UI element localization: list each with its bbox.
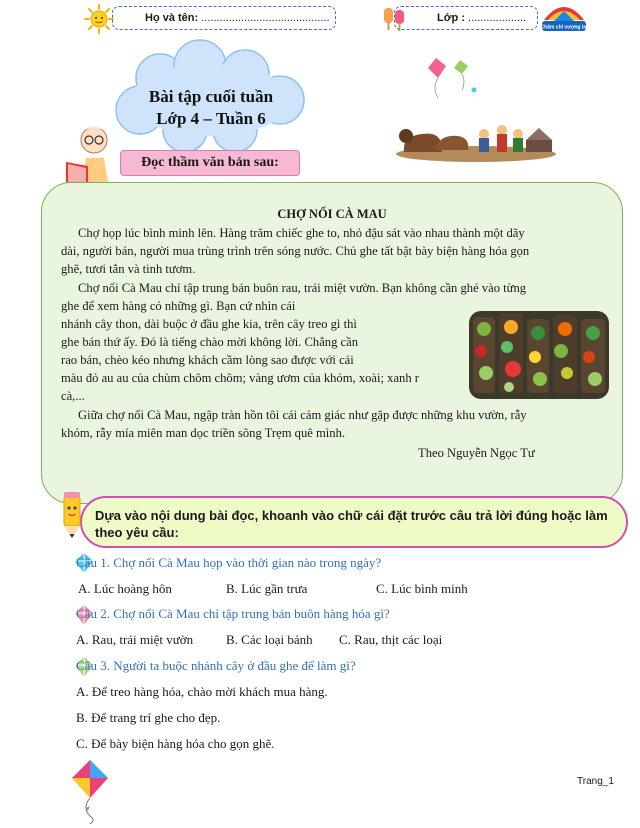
answer-3a[interactable]: A. Để treo hàng hóa, chào mời khách mua hàng. [76, 684, 328, 699]
passage-line: ghẽ, tươi tắn và tinh tươm. [61, 262, 196, 276]
question-2: Câu 2. Chợ nổi Cà Mau chỉ tập trung bán buôn hàng hóa gì? [76, 606, 390, 621]
question-1: Câu 1. Chợ nổi Cà Mau họp vào thời gian nào trong ngày? [76, 555, 382, 570]
answer-2a[interactable]: A. Rau, trái miệt vườn [76, 632, 194, 647]
answer-1a[interactable]: A. Lúc hoàng hôn [78, 581, 172, 596]
sun-icon [84, 4, 114, 34]
pencil-mascot-icon [56, 490, 88, 540]
passage-title: CHỢ NỔI CÀ MAU [277, 207, 387, 221]
answer-1b[interactable]: B. Lúc gần trưa [226, 581, 308, 596]
passage-line: khóm, rẫy mía miên man dọc triền sông Trẹm quê mình. [61, 426, 346, 440]
title-line-1: Bài tập cuối tuần [148, 87, 274, 106]
passage-line: rao bán, chèo kéo nhưng khách cầm lòng sao được với cái [61, 353, 354, 367]
name-label: Họ và tên: [145, 12, 199, 24]
answer-3b[interactable]: B. Để trang trí ghe cho đẹp. [76, 710, 221, 725]
student-name-field[interactable] [112, 6, 336, 30]
kites-illustration [416, 56, 486, 102]
passage-line: màu đỏ au au của chùm chôm chôm; vàng ươm của khóm, xoài; xanh r [61, 371, 419, 385]
class-label: Lớp : [437, 12, 465, 24]
kite-bottom-icon [68, 758, 112, 824]
question-3: Câu 3. Người ta buộc nhánh cây ở đầu ghe để làm gì? [76, 658, 356, 673]
answer-2b[interactable]: B. Các loại bánh [226, 632, 313, 647]
worksheet-title [126, 86, 296, 130]
answer-3c[interactable]: C. Để bày biện hàng hóa cho gọn ghẽ. [76, 736, 275, 751]
passage-line: ghe để xem hàng có những gì. Bạn cứ nhìn cái [61, 299, 296, 313]
passage-line: Chợ họp lúc bình minh lên. Hàng trăm chiếc ghe to, nhỏ đậu sát vào nhau thành một dãy [78, 226, 525, 240]
name-dots: .......................................... [201, 12, 330, 24]
passage-line: dài, người bán, người mua trùng trình trên sóng nước. Chủ ghe tất bật bày biện hàng hóa gọn [61, 244, 530, 258]
passage-line: cà,... [61, 389, 85, 403]
floating-market-photo [469, 311, 609, 399]
answer-2c[interactable]: C. Rau, thịt các loại [339, 632, 443, 647]
passage-line: Giữa chợ nổi Cà Mau, ngập tràn hồn tôi cái cảm giác như gặp được những khu vườn, rẫy [78, 408, 527, 422]
school-logo [538, 0, 590, 34]
passage-author: Theo Nguyễn Ngọc Tư [418, 446, 535, 460]
instruction-text: Dựa vào nội dung bài đọc, khoanh vào chữ cái đặt trước câu trả lời đúng hoặc làm theo yêu cầu: [95, 508, 608, 540]
class-field[interactable] [394, 6, 538, 30]
reading-instruction-banner: Đọc thầm văn bản sau: [120, 150, 300, 176]
answer-1c[interactable]: C. Lúc bình minh [376, 581, 468, 596]
farm-illustration [394, 110, 558, 162]
passage-line: nhánh cây thon, dài buộc ở đầu ghe kia, trên cây treo gì thì [61, 317, 357, 331]
title-line-2: Lớp 4 – Tuần 6 [156, 109, 266, 128]
passage-line: ghe bán thứ ấy. Đó là tiếng chào mời không lời. Chẳng cần [61, 335, 359, 349]
svg-text:Chăm chỉ vượng lai: Chăm chỉ vượng lai [540, 24, 588, 31]
class-dots: ................... [468, 12, 527, 24]
passage-line: Chợ nổi Cà Mau chỉ tập trung bán buôn rau, trái miệt vườn. Bạn không cần ghé vào từng [78, 281, 527, 295]
page-number: Trang_1 [577, 776, 614, 787]
